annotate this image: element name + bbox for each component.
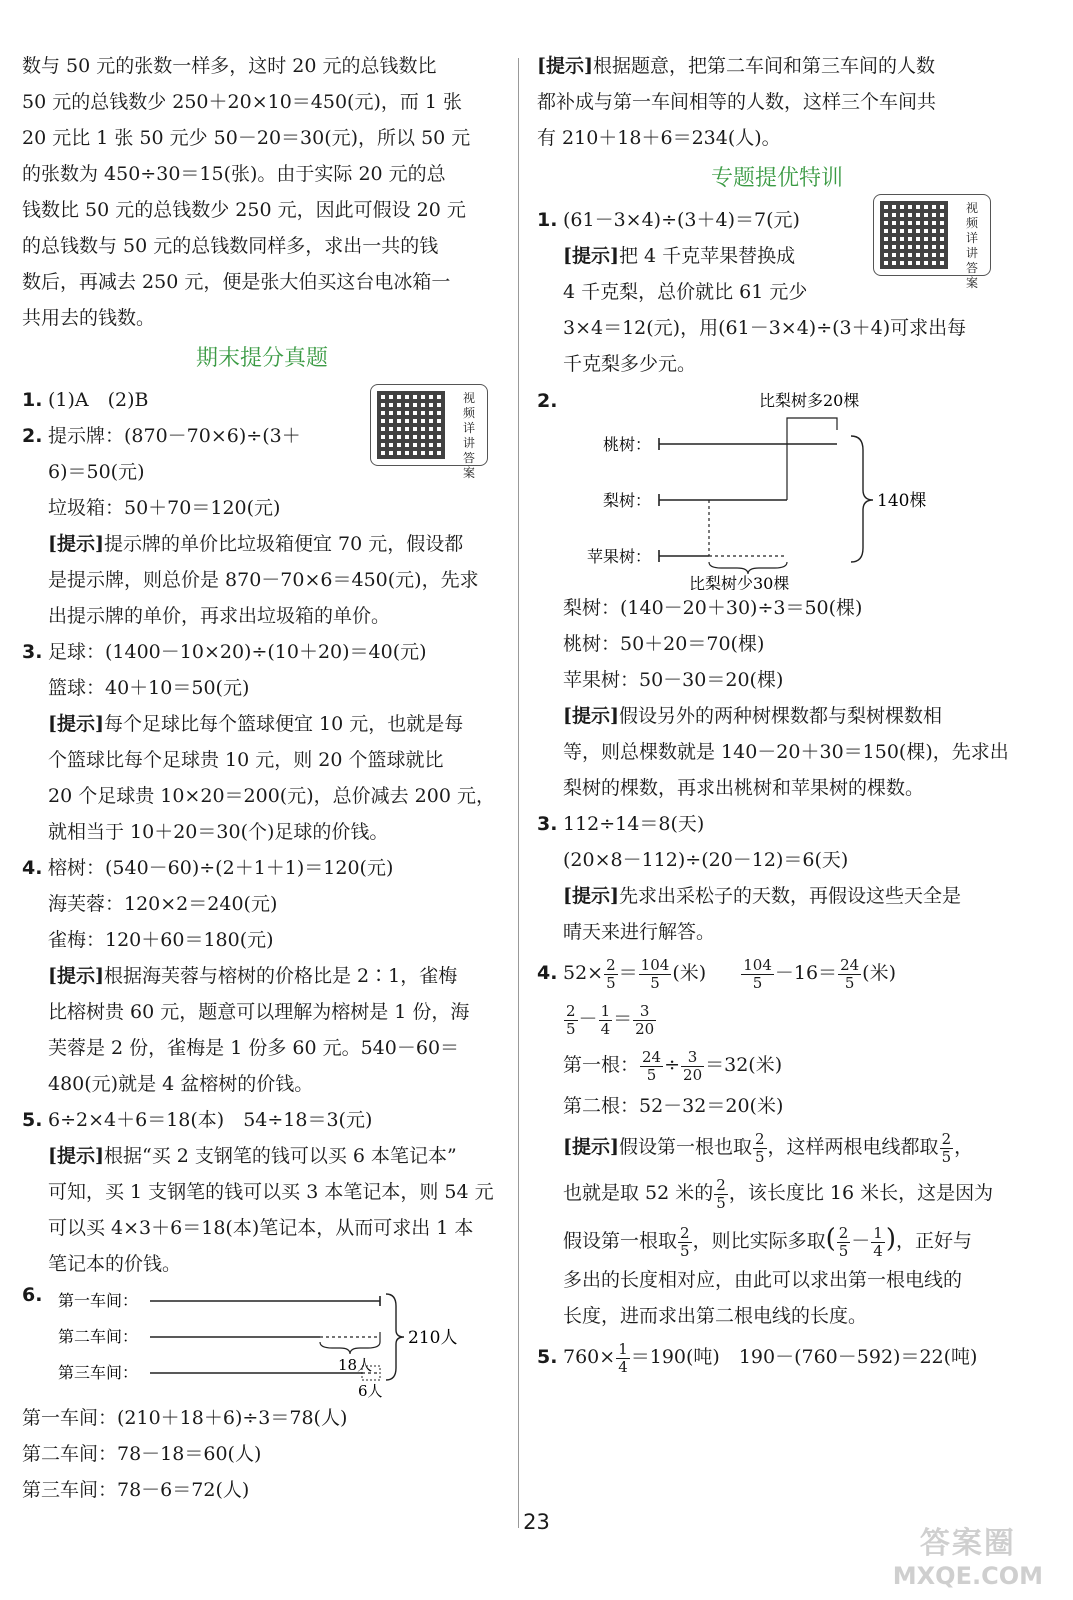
answer-text: (20×8－112)÷(20－12)＝6(天) [563, 849, 849, 871]
hint-text: 都补成与第一车间相等的人数，这样三个车间共 [537, 91, 937, 113]
expr-text: 52× [563, 962, 604, 984]
problem-3 [537, 806, 1017, 950]
problem-number: 1. [537, 209, 558, 231]
row-label-3: 第三车间： [58, 1363, 139, 1382]
hint-text: 把 4 千克苹果替换成 [618, 245, 796, 267]
section-title: 专题提优特训 [710, 166, 843, 191]
row-label-pear: 梨树： [603, 491, 652, 510]
intro-paragraph [22, 48, 502, 336]
brace-less [709, 562, 787, 574]
fraction: $\frac{2}{5}$ [755, 1129, 765, 1166]
answer-text: 雀梅：120＋60＝180(元) [48, 929, 274, 951]
label-top: 比梨树多20棵 [759, 391, 860, 410]
watermark-title: 答案圈 [919, 1526, 1016, 1561]
answer-text: 梨树：(140－20＋30)÷3＝50(棵) [563, 597, 863, 619]
hint-text: 晴天来进行解答。 [563, 921, 716, 943]
brace-total [386, 1294, 404, 1380]
hint-text: 480(元)就是 4 盆榕树的价钱。 [48, 1073, 314, 1095]
hint-text: 个篮球比每个足球贵 10 元，则 20 个篮球就比 [48, 749, 444, 771]
row-label-2: 第二车间： [58, 1327, 139, 1346]
answer-text: 海芙蓉：120×2＝240(元) [48, 893, 278, 915]
fraction: $\frac{24}{5}$ [840, 955, 860, 992]
hint-text: 出提示牌的单价，再求出垃圾箱的单价。 [48, 605, 391, 627]
fraction: $\frac{2}{5}$ [566, 1001, 576, 1038]
hint-text: 根据海芙蓉与榕树的价格比是 2∶1，雀梅 [103, 965, 458, 987]
hint-text: 提示牌的单价比垃圾箱便宜 70 元，假设都 [103, 533, 464, 555]
hint-text: 芙蓉是 2 份，雀梅是 1 份多 60 元。540－60＝ [48, 1037, 460, 1059]
watermark [893, 1518, 1043, 1590]
text-line: 50 元的总钱数少 250＋20×10＝450(元)，而 1 张 [22, 91, 463, 113]
section-title: 期末提分真题 [195, 346, 328, 371]
label-18: 18人 [338, 1356, 373, 1374]
right-column [537, 48, 1017, 1380]
fraction: $\frac{24}{5}$ [642, 1047, 662, 1084]
text-line: 的总钱数与 50 元的总钱数同样多，求出一共的钱 [22, 235, 439, 257]
hint-text: 多出的长度相对应，由此可以求出第一根电线的 [563, 1269, 963, 1291]
qr-caption: 视频详讲答案 [463, 391, 476, 480]
hint-text: 假设另外的两种树棵数都与梨树棵数相 [618, 705, 942, 727]
answer-text: 6÷2×4＋6＝18(本) 54÷18＝3(元) [48, 1109, 373, 1131]
problem-number: 5. [22, 1109, 43, 1131]
fraction: $\frac{104}{5}$ [640, 955, 670, 992]
hint-text: 3×4＝12(元)，用(61－3×4)÷(3＋4)可求出每 [563, 317, 967, 339]
row-label-1: 第一车间： [58, 1291, 139, 1310]
hint-text: 先求出采松子的天数，再假设这些天全是 [618, 885, 961, 907]
problem-3 [22, 634, 502, 850]
problem-number: 3. [22, 641, 43, 663]
answer-text: 苹果树：50－30＝20(棵) [563, 669, 784, 691]
answer-text: 6)＝50(元) [48, 461, 145, 483]
problem-number: 1. [22, 389, 43, 411]
hint-text: 有 210＋18＋6＝234(人)。 [537, 127, 781, 149]
problem-number: 2. [537, 390, 558, 412]
hint-text: 梨树的棵数，再求出桃树和苹果树的棵数。 [563, 777, 925, 799]
hint-text: 4 千克梨，总价就比 61 元少 [563, 281, 808, 303]
hint-text: 可以买 4×3＋6＝18(本)笔记本，从而可求出 1 本 [48, 1217, 474, 1239]
text-line: 共用去的钱数。 [22, 307, 156, 329]
hint-text: 笔记本的价钱。 [48, 1253, 182, 1275]
answer-text: 桃树：50＋20＝70(棵) [563, 633, 765, 655]
tree-line-diagram [537, 386, 1007, 590]
fraction: $\frac{2}{5}$ [941, 1129, 952, 1166]
problem-number: 3. [537, 813, 558, 835]
hint-text: 等，则总棵数就是 140－20＋30＝150(棵)，先求出 [563, 741, 1009, 763]
brace-total [851, 436, 873, 562]
brace-more [787, 418, 837, 430]
hint-text: 是提示牌，则总价是 870－70×6＝450(元)，先求 [48, 569, 479, 591]
problem-5 [22, 1102, 502, 1282]
hint-label: [提示] [48, 533, 104, 555]
fraction: $\frac{1}{4}$ [873, 1223, 883, 1260]
text-line: 数与 50 元的张数一样多，这时 20 元的总钱数比 [22, 55, 437, 77]
hint-label: [提示] [563, 245, 619, 267]
hint-label: [提示] [48, 1145, 104, 1167]
hint-label: [提示] [537, 55, 593, 77]
qr-code-icon [880, 201, 948, 269]
answer-text: 足球：(1400－10×20)÷(10＋20)＝40(元) [48, 641, 427, 663]
hint-text: 比榕树贵 60 元，题意可以理解为榕树是 1 份，海 [48, 1001, 470, 1023]
page-number: 23 [523, 1510, 550, 1534]
expr-text: 第一根： [563, 1054, 640, 1076]
label-total: 210人 [408, 1328, 458, 1348]
answer-text: 第一车间：(210＋18＋6)÷3＝78(人) [22, 1407, 348, 1429]
qr-code[interactable] [370, 384, 488, 480]
problem-1-2 [22, 382, 502, 634]
hint-label: [提示] [563, 1136, 619, 1158]
hint-text: 就相当于 10＋20＝30(个)足球的价钱。 [48, 821, 389, 843]
label-bottom: 比梨树少30棵 [689, 574, 790, 590]
answer-text: 112÷14＝8(天) [563, 813, 705, 835]
left-column [22, 48, 502, 1508]
problem-1 [537, 202, 1017, 382]
brace-18 [320, 1342, 380, 1354]
hint-text: 根据题意，把第二车间和第三车间的人数 [592, 55, 935, 77]
fraction: $\frac{2}{5}$ [680, 1223, 690, 1260]
fraction: $\frac{104}{5}$ [743, 955, 772, 992]
answer-text: 篮球：40＋10＝50(元) [48, 677, 250, 699]
hint-label: [提示] [48, 965, 104, 987]
label-6: 6人 [358, 1382, 383, 1400]
row-label-apple: 苹果树： [587, 547, 652, 566]
problem-5: 5. 760× $\frac{1}{4}$ ＝190(吨) 190－(760－592)＝22(吨) [537, 1334, 1017, 1380]
hint-label: [提示] [563, 705, 619, 727]
hint-text: 每个足球比每个篮球便宜 10 元，也就是每 [103, 713, 464, 735]
hint-label: [提示] [48, 713, 104, 735]
label-total: 140棵 [877, 491, 927, 511]
answer-text: 第二根：52－32＝20(米) [563, 1095, 784, 1117]
hint-text: 根据“买 2 支钢笔的钱可以买 6 本笔记本” [103, 1145, 457, 1167]
text-line: 的张数为 450÷30＝15(张)。由于实际 20 元的总 [22, 163, 446, 185]
answer-text: 第二车间：78－18＝60(人) [22, 1443, 262, 1465]
problem-2-diagram [537, 386, 1017, 590]
answer-text: 榕树：(540－60)÷(2＋1＋1)＝120(元) [48, 857, 394, 879]
fraction: $\frac{2}{5}$ [838, 1223, 849, 1260]
fraction: $\frac{2}{5}$ [606, 955, 616, 992]
fraction: $\frac{1}{4}$ [600, 1001, 611, 1038]
problem-number: 5. [537, 1346, 558, 1368]
problem-number: 4. [537, 962, 558, 984]
problem-4: 4. 52× $\frac{2}{5}$ ＝ $\frac{104}{5}$ (米) $\frac{104}{5}$ －16＝ $\frac{24}{5}$ (米) $\frac{2}{5}$ － $\frac{1}{4}$ ＝ $\frac{3}{20}$ 第一根： $\frac{24}{5}$ ÷ $\frac{3}{20}$ ＝32(米) 第二根：52－32＝20(米) [提示]假设第一根也取 $\frac{2}{5}$ ，这样两根电线都取 $\frac{2}{5}$ ， 也就是取 52 米的 $\frac{2}{5}$ ，该长度比 16 米长，这是因为 假设第一根取 $\frac{2}{5}$ ，则比实际多取( $\frac{2}{5}$ － $\frac{1}{4}$ )，正好与 多出的长度相对应，由此可以求出第一根电线的 长度，进而求出第二根电线的长度。 [537, 950, 1017, 1334]
answer-text: (61－3×4)÷(3＋4)＝7(元) [563, 209, 800, 231]
workshop-line-diagram [22, 1282, 492, 1400]
problem-6-diagram [22, 1282, 502, 1400]
answer-text: 第三车间：78－6＝72(人) [22, 1479, 250, 1501]
problem-number: 6. [22, 1284, 43, 1306]
qr-code-icon [377, 391, 445, 459]
hint-text: 可知，买 1 支钢笔的钱可以买 3 本笔记本，则 54 元 [48, 1181, 494, 1203]
answer-text: (1)A (2)B [48, 389, 149, 411]
watermark-url: MXQE.COM [892, 1562, 1043, 1590]
text-line: 钱数比 50 元的总钱数少 250 元，因此可假设 20 元 [22, 199, 466, 221]
fraction: $\frac{2}{5}$ [716, 1175, 726, 1212]
problem-number: 2. [22, 425, 43, 447]
problem-4 [22, 850, 502, 1102]
qr-code[interactable] [873, 194, 991, 290]
column-divider [518, 58, 519, 1528]
problem-number: 4. [22, 857, 43, 879]
text-line: 20 元比 1 张 50 元少 50－20＝30(元)，所以 50 元 [22, 127, 471, 149]
row-label-peach: 桃树： [603, 435, 652, 454]
hint-label: [提示] [563, 885, 619, 907]
hint-text: 长度，进而求出第二根电线的长度。 [563, 1305, 868, 1327]
text-line: 数后，再减去 250 元，便是张大伯买这台电冰箱一 [22, 271, 451, 293]
answer-text: 垃圾箱：50＋70＝120(元) [48, 497, 281, 519]
fraction: $\frac{3}{20}$ [635, 1001, 655, 1038]
fraction: $\frac{3}{20}$ [683, 1047, 703, 1084]
qr-caption: 视频详讲答案 [966, 201, 979, 290]
answer-text: 提示牌：(870－70×6)÷(3＋ [48, 425, 301, 447]
hint-text: 20 个足球贵 10×20＝200(元)，总价减去 200 元， [48, 785, 495, 807]
hint-text: 千克梨多少元。 [563, 353, 697, 375]
fraction: $\frac{1}{4}$ [618, 1339, 628, 1376]
